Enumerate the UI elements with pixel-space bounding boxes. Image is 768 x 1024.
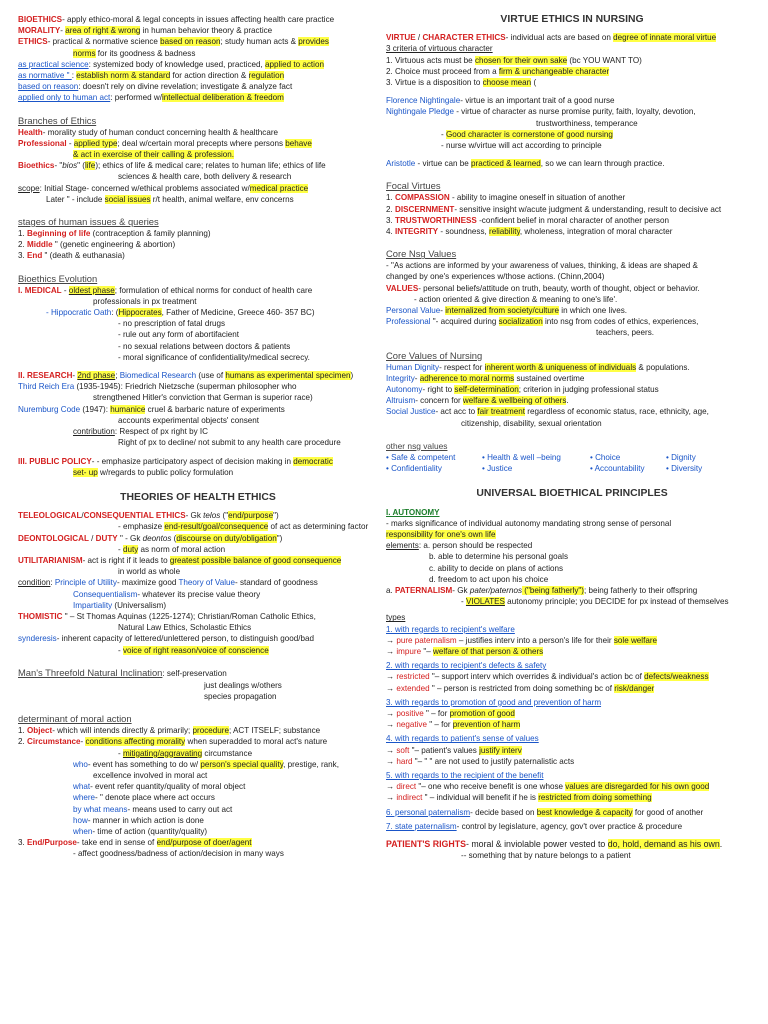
branch-bioethics: Bioethics- "bios" (life); ethics of life & medical care; relates to human life; ethics of life (18, 161, 326, 171)
type-2b: → extended " – person is restricted from doing something bc of risk/danger (386, 683, 655, 693)
focal-compassion: 1. COMPASSION - ability to imagine oneself in situation of another (386, 193, 626, 203)
inclination-item: species propagation (204, 691, 277, 701)
stage-middle: 2. Middle " (genetic engineering & abortion) (18, 240, 176, 250)
autonomy-def: - marks significance of individual autonomy mandating strong sense of personal (386, 518, 672, 528)
other-values-grid (386, 452, 758, 474)
ubp-heading: UNIVERSAL BIOETHICAL PRINCIPLES (476, 488, 668, 500)
type-3a: → positive " – for promotion of good (386, 708, 515, 718)
autonomy-heading: I. AUTONOMY (386, 507, 440, 517)
left-column (18, 14, 378, 860)
type-4b: → hard "– " " are not used to justify paternalistic acts (386, 756, 575, 766)
det-where: where- " denote place where act occurs (73, 793, 215, 803)
aristotle: Aristotle - virtue can be practiced & learned, so we can learn through practice. (386, 159, 665, 169)
thomistic-cont: Natural Law Ethics, Scholastic Ethics (118, 623, 252, 633)
values-def-cont: - action oriented & give direction & meaning to one's life'. (414, 294, 618, 304)
focal-discernment: 2. DISCERNMENT- sensitive insight w/acute judgment & understanding, result to decisive act (386, 204, 722, 214)
contribution: contribution: Respect of px right by IC (73, 427, 208, 437)
value-justice-cont: citizenship, disability, sexual orientation (461, 418, 602, 428)
autonomy-def-cont: responsibility for one's own life (386, 529, 496, 539)
determinant-heading: determinant of moral action (18, 713, 132, 725)
professional-value-cont: teachers, peers. (596, 328, 655, 338)
inclination-item: just dealings w/others (204, 680, 282, 690)
nightingale-pledge: Nightingale Pledge - virtue of character as nurse promise purity, faith, loyalty, devotion, (386, 107, 696, 117)
det-how: how- manner in which action is done (73, 815, 204, 825)
normative-science: as normative " : establish norm & standard for action direction & regulation (18, 71, 285, 81)
utilitarianism-cont: in world as whole (118, 567, 181, 577)
branch-bioethics-cont: sciences & health care, both delivery & research (118, 172, 292, 182)
types-heading: types (386, 613, 406, 623)
type-1: 1. with regards to recipient's welfare (386, 624, 515, 634)
value-tag: • Choice (590, 452, 621, 462)
third-reich-cont: strengthened Hitler's conviction that German is superior race) (93, 393, 313, 403)
focal-heading: Focal Virtues (386, 180, 441, 192)
det-means: by what means- means used to carry out act (73, 804, 233, 814)
value-altruism: Altruism- concern for welfare & wellbeing of others. (386, 396, 569, 406)
criteria-3: 3. Virtue is a disposition to choose mean ( (386, 78, 537, 88)
type-1b: → impure "– welfare of that person & others (386, 646, 544, 656)
virtue-def: VIRTUE / CHARACTER ETHICS- individual acts are based on degree of innate moral virtue (386, 33, 717, 43)
consequentialism: Consequentialism- whatever its precise value theory (73, 589, 261, 599)
criteria-1: 1. Virtuous acts must be chosen for their own sake (bc YOU WANT TO) (386, 55, 642, 65)
stage-beginning: 1. Beginning of life (contraception & family planning) (18, 229, 211, 239)
nuremburg-code: Nuremburg Code (1947): humanice cruel & barbaric nature of experiments (18, 404, 285, 414)
type-5b: → indirect " – individual will benefit if he is restricted from doing something (386, 793, 652, 803)
thomistic: THOMISTIC " – St Thomas Aquinas (1225-1274); Christian/Roman Catholic Ethics, (18, 611, 316, 621)
patients-rights-cont: -- something that by nature belongs to a patient (461, 851, 631, 861)
type-5a: → direct "– one who receive benefit is one whose values are disregarded for his own good (386, 782, 710, 792)
personal-value: Personal Value- internalized from society/culture in which one lives. (386, 306, 627, 316)
elements: elements: a. person should be respected (386, 541, 533, 551)
scope-initial: scope: Initial Stage- concerned w/ethical problems associated w/medical practice (18, 183, 309, 193)
value-justice: Social Justice- act acc to fair treatment regardless of economic status, race, ethnicity, age, (386, 407, 709, 417)
impartiality: Impartiality (Universalism) (73, 600, 167, 610)
nurse-virtue: - nurse w/virtue will act according to principle (441, 141, 602, 151)
core-nsg-heading: Core Nsg Values (386, 248, 457, 260)
det-when: when- time of action (quantity/quality) (73, 826, 208, 836)
values-def: VALUES- personal beliefs/attitude on truth, beauty, worth of thought, object or behavior. (386, 283, 700, 293)
teleological-cont: - emphasize end-result/goal/consequence of act as determining factor (118, 522, 369, 532)
pledge-cont: trustworthiness, temperance (536, 118, 638, 128)
type-4a: → soft "– patient's values justify interv (386, 745, 522, 755)
deontological-cont: - duty as norm of moral action (118, 544, 226, 554)
chinn-quote: - "As actions are informed by your awareness of values, thinking, & ideas are shaped & (386, 261, 698, 271)
criteria-2: 2. Choice must proceed from a firm & unchangeable character (386, 66, 610, 76)
branches-heading: Branches of Ethics (18, 114, 97, 126)
professional-value: Professional "- acquired during socialization into nsg from codes of ethics, experiences, (386, 317, 699, 327)
det-who: who- event has something to do w/ person's special quality, prestige, rank, (73, 759, 339, 769)
other-values-heading: other nsg values (386, 440, 448, 451)
mans-inclination: Man's Threefold Natural Inclination: self-preservation (18, 666, 227, 678)
value-tag: • Accountability (590, 464, 645, 474)
type-6: 6. personal paternalism- decide based on best knowledge & capacity for good of another (386, 807, 704, 817)
element-item: c. ability to decide on plans of actions (429, 563, 564, 573)
branch-health: Health- morality study of human conduct concerning health & healthcare (18, 127, 279, 137)
practical-science: as practical science: systemized body of knowledge used, practiced, applied to action (18, 59, 324, 69)
virtue-heading: VIRTUE ETHICS IN NURSING (500, 14, 644, 25)
criteria-heading: 3 criteria of virtuous character (386, 44, 493, 54)
det-end-cont: - affect goodness/badness of action/decision in many ways (73, 849, 284, 859)
det-object: 1. Object- which will intends directly & primarily; procedure; ACT ITSELF; substance (18, 726, 321, 736)
value-tag: • Health & well –being (482, 452, 561, 462)
phase-medical-cont: professionals in px treatment (93, 296, 197, 306)
theories-heading: THEORIES OF HEALTH ETHICS (120, 491, 276, 503)
patients-rights: PATIENT'S RIGHTS- moral & inviolable power vested to do, hold, demand as his own. (386, 838, 723, 849)
hippocratic-oath: - Hippocratic Oath: (Hippocrates, Father of Medicine, Greece 460- 357 BC) (46, 308, 315, 318)
value-tag: • Justice (482, 464, 513, 474)
stage-end: 3. End " (death & euthanasia) (18, 251, 125, 261)
nuremburg-cont: accounts experimental objects' consent (118, 415, 260, 425)
chinn-quote-cont: changed by one's experiences w/those actions. (Chinn,2004) (386, 272, 605, 282)
ethics-def-cont: norms for its goodness & badness (73, 48, 196, 58)
phase-research: II. RESEARCH- 2nd phase; Biomedical Research (use of humans as experimental specimen) (18, 371, 354, 381)
right-column (386, 14, 758, 861)
type-2a: → restricted "– support interv which overrides & individual's action bc of defects/weakness (386, 672, 709, 682)
type-4: 4. with regards to patient's sense of values (386, 734, 539, 744)
morality-def: MORALITY- area of right & wrong in human behavior theory & practice (18, 26, 273, 36)
type-3b: → negative " – for prevention of harm (386, 720, 521, 730)
core-values-heading: Core Values of Nursing (386, 349, 483, 361)
value-dignity: Human Dignity- respect for inherent worth & uniqueness of individuals & populations. (386, 362, 690, 372)
oath-item: - moral significance of confidentiality/medical secrecy. (118, 352, 310, 362)
condition: condition: Principle of Utility- maximize good Theory of Value- standard of goodness (18, 578, 318, 588)
det-who-cont: excellence involved in moral act (93, 770, 208, 780)
evolution-heading: Bioethics Evolution (18, 272, 98, 284)
based-on-reason: based on reason: doesn't rely on divine revelation; investigate & analyze fact (18, 82, 293, 92)
element-item: d. freedom to act upon his choice (429, 574, 549, 584)
type-5: 5. with regards to the recipient of the benefit (386, 770, 544, 780)
deontological: DEONTOLOGICAL / DUTY " - Gk deontos (discourse on duty/obligation") (18, 533, 283, 543)
teleological: TELEOLOGICAL/CONSEQUENTIAL ETHICS- Gk telos ("end/purpose") (18, 511, 279, 521)
det-what: what- event refer quantity/quality of moral object (73, 782, 246, 792)
contribution-cont: Right of px to decline/ not submit to any health care procedure (118, 438, 341, 448)
phase-public-policy: III. PUBLIC POLICY- - emphasize participatory aspect of decision making in democratic (18, 456, 333, 466)
paternalism-cont: - VIOLATES autonomy principle; you DECIDE for px instead of themselves (461, 597, 729, 607)
applied-human-act: applied only to human act: performed w/intellectual deliberation & freedom (18, 93, 284, 103)
branch-professional: Professional - applied type; deal w/certain moral precepts where persons behave (18, 138, 312, 148)
oath-item: - no prescription of fatal drugs (118, 319, 226, 329)
focal-integrity: 4. INTEGRITY - soundness, reliability, wholeness, integration of moral character (386, 227, 673, 237)
value-tag: • Confidentiality (386, 464, 442, 474)
oath-item: - no sexual relations between doctors & patients (118, 341, 291, 351)
synderesis-cont: - voice of right reason/voice of conscience (118, 645, 269, 655)
value-integrity: Integrity- adherence to moral norms sustained overtime (386, 373, 585, 383)
oath-item: - rule out any form of abortifacient (118, 330, 240, 340)
branch-professional-cont: & act in exercise of their calling & profession. (73, 150, 235, 160)
type-7: 7. state paternalism- control by legislature, agency, gov't over practice & procedure (386, 821, 683, 831)
value-tag: • Safe & competent (386, 452, 456, 462)
type-2: 2. with regards to recipient's defects & safety (386, 661, 547, 671)
good-character: - Good character is cornerstone of good nursing (441, 129, 613, 139)
synderesis: synderesis- inherent capacity of lettered/unlettered person, to distinguish good/bad (18, 634, 315, 644)
focal-trust: 3. TRUSTWORTHINESS -confident belief in moral character of another person (386, 215, 669, 225)
det-circumstance: 2. Circumstance- conditions affecting morality when superadded to moral act's nature (18, 737, 328, 747)
ethics-def: ETHICS- practical & normative science based on reason; study human acts & provides (18, 37, 329, 47)
element-item: b. able to determine his personal goals (429, 552, 569, 562)
scope-later: Later " - include social issues r/t health, animal welfare, env concerns (46, 194, 294, 204)
type-1a: → pure paternalism – justifies interv into a person's life for their sole welfare (386, 635, 658, 645)
third-reich: Third Reich Era (1935-1945): Friedrich Nietzsche (superman philosopher who (18, 382, 297, 392)
det-mitigating: - mitigating/aggravating circumstance (118, 748, 253, 758)
value-autonomy: Autonomy- right to self-determination; criterion in judging professional status (386, 385, 659, 395)
utilitarianism: UTILITARIANISM- act is right if it leads to greatest possible balance of good consequence (18, 555, 342, 565)
phase-medical: I. MEDICAL - oldest phase; formulation of ethical norms for conduct of health care (18, 285, 313, 295)
det-end: 3. End/Purpose- take end in sense of end/purpose of doer/agent (18, 838, 252, 848)
stages-heading: stages of human issues & queries (18, 216, 159, 228)
bioethics-def: BIOETHICS- apply ethico-moral & legal concepts in issues affecting health care practice (18, 15, 335, 24)
value-tag: • Diversity (666, 464, 703, 474)
phase-public-policy-cont: set- up w/regards to public policy formulation (73, 467, 234, 477)
type-3: 3. with regards to promotion of good and prevention of harm (386, 697, 602, 707)
florence-nightingale: Florence Nightingale- virtue is an important trait of a good nurse (386, 96, 615, 106)
value-tag: • Dignity (666, 452, 696, 462)
paternalism: a. PATERNALISM- Gk pater/paternos ("being fatherly"); being fatherly to their offspring (386, 585, 698, 595)
